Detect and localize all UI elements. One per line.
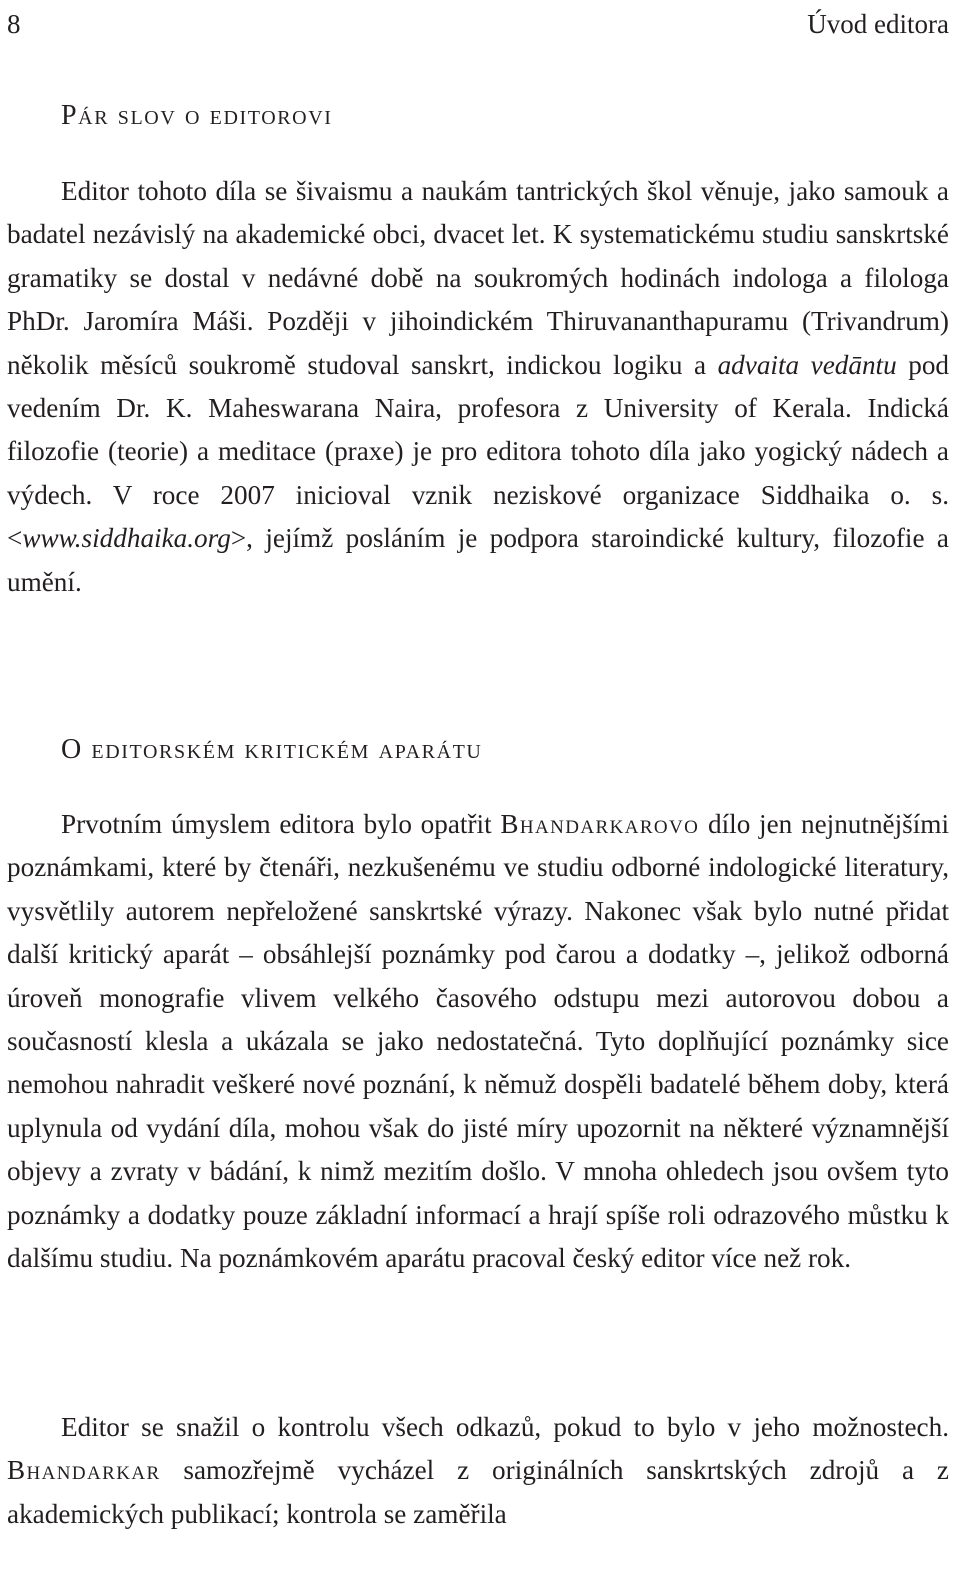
running-title: Úvod editora: [807, 9, 949, 39]
text-run: samozřejmě vycházel z originálních sanskrtských zdrojů a z akademických publikací; kontrola se zaměřila: [7, 1455, 949, 1529]
paragraph-critical-apparatus-2: [7, 1406, 949, 1536]
term-advaita-vedanta: advaita vedāntu: [717, 349, 897, 380]
author-name: Bhandarkarovo: [500, 809, 700, 839]
page-number: 8: [7, 9, 21, 39]
text-run: Editor se snažil o kontrolu všech odkazů, pokud to bylo v jeho možnostech.: [61, 1412, 949, 1442]
section-heading-critical-apparatus: O editorském kritickém aparátu: [61, 734, 483, 765]
siddhaika-link[interactable]: www.siddhaika.org: [22, 523, 231, 554]
text-run: Prvotním úmyslem editora bylo opatřit: [61, 809, 501, 839]
author-name: Bhandarkar: [7, 1455, 161, 1486]
text-run: dílo jen nejnutnějšími poznámkami, které by čtenáři, nezkušenému ve studiu odborné indologické literatury, vysvětlily autorem nepřeložené sanskrtské výrazy. Nakonec však bylo nutné přidat další kritický aparát – obsáhlejší poznámky pod čarou a dodatky –, jelikož odborná úroveň monografie vlivem velkého časového odstupu mezi autorovou dobou a současností klesla a ukázala se jako nedostatečná. Tyto doplňující poznámky sice nemohou nahradit veškeré nové poznání, k němuž dospěli badatelé během doby, která uplynula od vydání díla, mohou však do jisté míry upozornit na některé významnější objevy a zvraty v bádání, k nimž mezitím došlo. V mnoha ohledech jsou ovšem tyto poznámky a dodatky pouze základní informací a hrají spíše roli odrazového můstku k dalšímu studiu. Na poznámkovém aparátu pracoval český editor více než rok.: [7, 809, 950, 1274]
paragraph-about-editor: [7, 170, 949, 604]
paragraph-critical-apparatus-1: [7, 803, 949, 1280]
running-head: [7, 4, 949, 44]
text-run: Editor tohoto díla se šivaismu a naukám tantrických škol věnuje, jako samouk a badatel nezávislý na akademické obci, dvacet let. K systematickému studiu sanskrtské gramatiky se dostal v nedávné době na soukromých hodinách indologa a filologa PhDr. Jaromíra Máši. Později v jihoindickém Thiruvananthapuramu (Trivandrum) několik měsíců soukromě studoval sanskrt, indickou logiku a: [7, 176, 949, 380]
text-run: >, jejímž posláním je podpora staroindické kultury, filozofie a umění.: [7, 523, 949, 597]
section-heading-about-editor: Pár slov o editorovi: [61, 100, 333, 131]
text-run: pod vedením Dr. K. Maheswarana Naira, profesora z University of Kerala. Indická filozofie (teorie) a meditace (praxe) je pro editora tohoto díla jako yogický nádech a výdech. V roce 2007 inicioval vznik neziskové organizace Siddhaika o. s. <: [7, 349, 949, 554]
